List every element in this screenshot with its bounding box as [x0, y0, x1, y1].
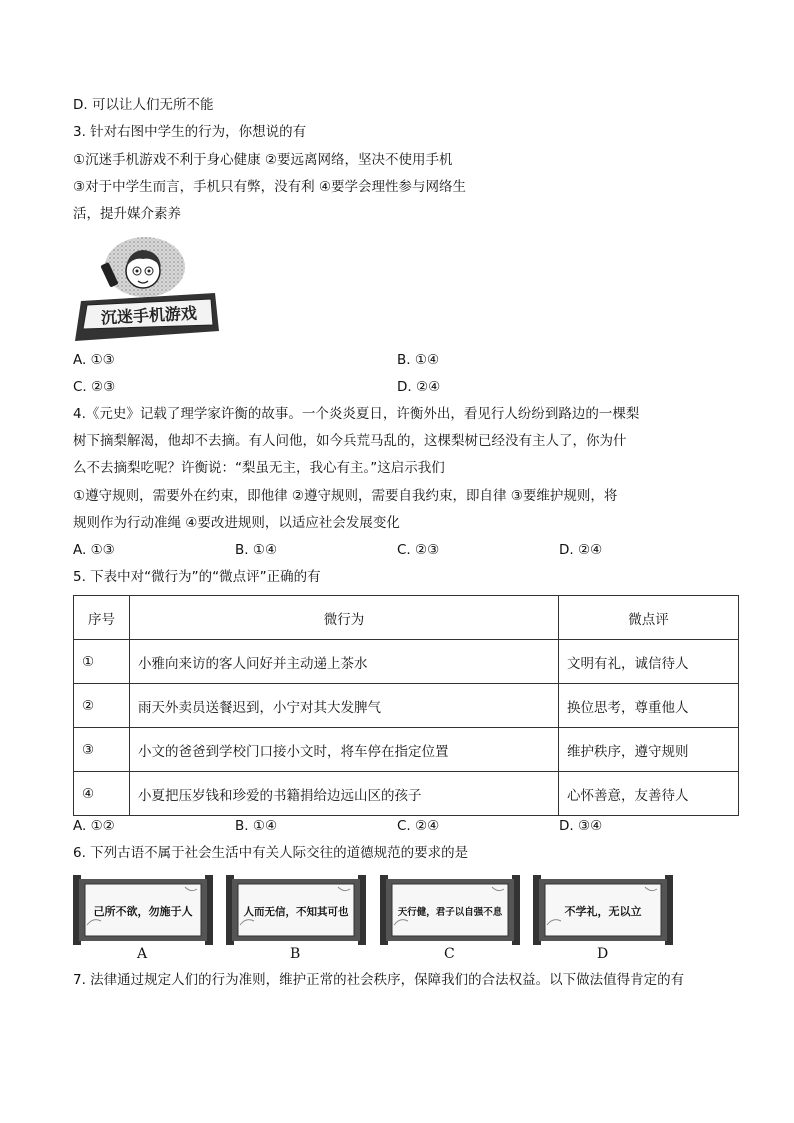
row-behavior: 小文的爸爸到学校门口接小文时，将车停在指定位置 [130, 728, 559, 772]
question-5-stem: 5. 下表中对“微行为”的“微点评”正确的有 [73, 569, 321, 585]
question-4-statements-2: 规则作为行动准绳 ④要改进规则，以适应社会发展变化 [73, 515, 400, 531]
q3-option-d[interactable]: D. ②④ [397, 379, 441, 395]
row-number: ② [74, 684, 130, 728]
scroll-a-image[interactable] [73, 873, 213, 948]
table-row [74, 640, 739, 684]
question-7-stem: 7. 法律通过规定人们的行为准则，维护正常的社会秩序，保障我们的合法权益。以下做法值得肯定的有 [73, 972, 685, 988]
question-4-statements-1: ①遵守规则，需要外在约束，即他律 ②遵守规则，需要自我约束，即自律 ③要维护规则，将 [73, 488, 618, 504]
q5-option-c[interactable]: C. ②④ [397, 818, 440, 834]
option-d-previous: D. 可以让人们无所不能 [73, 97, 214, 113]
scroll-a-label: A [137, 946, 148, 962]
question-4-stem-3: 么不去摘梨吃呢？许衡说：“梨虽无主，我心有主。”这启示我们 [73, 460, 445, 476]
row-comment: 心怀善意，友善待人 [559, 772, 739, 816]
scroll-c-label: C [444, 946, 455, 962]
q4-option-d[interactable]: D. ②④ [559, 542, 603, 558]
scroll-b-image[interactable] [226, 873, 366, 948]
question-3-stem: 3. 针对右图中学生的行为，你想说的有 [73, 124, 307, 140]
scroll-d-text: 不学礼，无以立 [564, 905, 642, 918]
table-header-row [74, 596, 739, 640]
row-comment: 维护秩序，遵守规则 [559, 728, 739, 772]
row-comment: 换位思考，尊重他人 [559, 684, 739, 728]
cartoon-caption: 沉迷手机游戏 [100, 303, 198, 328]
table-row [74, 684, 739, 728]
question-3-statements-2: ③对于中学生而言，手机只有弊，没有利 ④要学会理性参与网络生 [73, 179, 466, 195]
question-3-statements-1: ①沉迷手机游戏不利于身心健康 ②要远离网络，坚决不使用手机 [73, 152, 453, 168]
row-number: ① [74, 640, 130, 684]
q5-option-b[interactable]: B. ①④ [235, 818, 278, 834]
q5-option-d[interactable]: D. ③④ [559, 818, 603, 834]
scroll-d-label: D [597, 946, 609, 962]
q4-option-a[interactable]: A. ①③ [73, 542, 115, 558]
scroll-b-label: B [290, 946, 301, 962]
q3-option-a[interactable]: A. ①③ [73, 352, 115, 368]
question-4-stem-1: 4.《元史》记载了理学家许衡的故事。一个炎炎夏日，许衡外出，看见行人纷纷到路边的一棵梨 [73, 406, 640, 422]
row-number: ④ [74, 772, 130, 816]
q4-option-c[interactable]: C. ②③ [397, 542, 440, 558]
row-number: ③ [74, 728, 130, 772]
scroll-a-text: 己所不欲，勿施于人 [93, 905, 193, 918]
question-4-stem-2: 树下摘梨解渴，他却不去摘。有人问他，如今兵荒马乱的，这棵梨树已经没有主人了，你为什 [73, 433, 627, 449]
row-behavior: 小雅向来访的客人问好并主动递上茶水 [130, 640, 559, 684]
header-number: 序号 [74, 596, 130, 640]
scroll-c-image[interactable] [380, 873, 520, 948]
row-behavior: 小夏把压岁钱和珍爱的书籍捐给边远山区的孩子 [130, 772, 559, 816]
scroll-b-text: 人而无信，不知其可也 [243, 906, 349, 918]
scroll-c-text: 天行健，君子以自强不息 [397, 907, 503, 918]
header-micro-comment: 微点评 [559, 596, 739, 640]
question-3-statements-3: 活，提升媒介素养 [73, 206, 181, 222]
header-micro-behavior: 微行为 [130, 596, 559, 640]
question-6-stem: 6. 下列古语不属于社会生活中有关人际交往的道德规范的要求的是 [73, 845, 469, 861]
q4-option-b[interactable]: B. ①④ [235, 542, 278, 558]
table-row [74, 772, 739, 816]
table-row [74, 728, 739, 772]
phone-game-cartoon-image [73, 233, 223, 345]
row-comment: 文明有礼，诚信待人 [559, 640, 739, 684]
scroll-d-image[interactable] [533, 873, 673, 948]
behavior-comment-table [73, 595, 739, 816]
q5-option-a[interactable]: A. ①② [73, 818, 115, 834]
q3-option-b[interactable]: B. ①④ [397, 352, 440, 368]
row-behavior: 雨天外卖员送餐迟到，小宁对其大发脾气 [130, 684, 559, 728]
q3-option-c[interactable]: C. ②③ [73, 379, 116, 395]
